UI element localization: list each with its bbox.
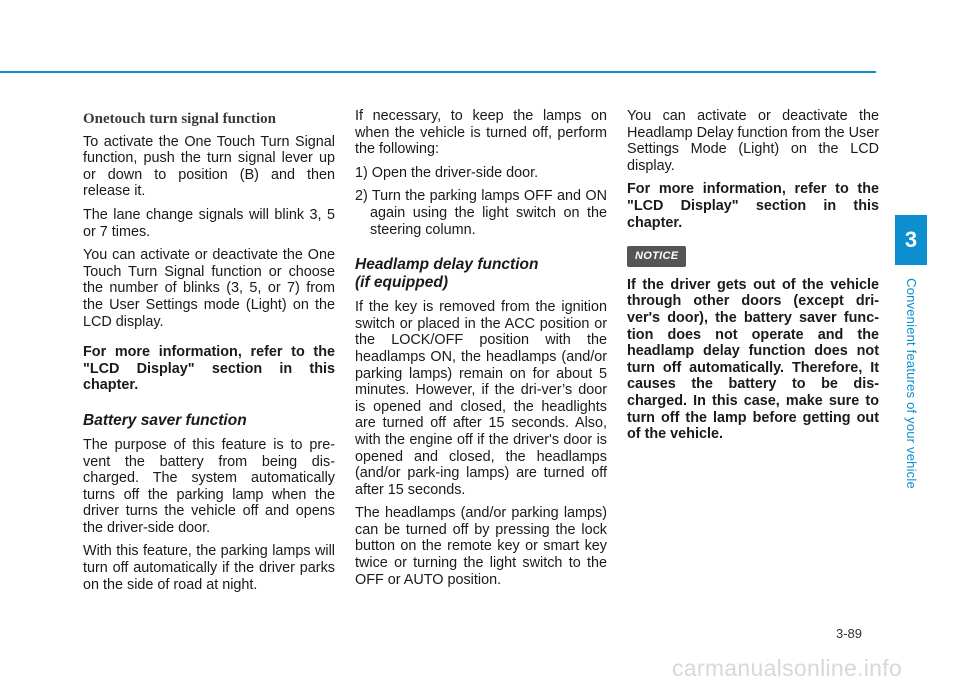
reference-note: For more information, refer to the "LCD Display" section in this chapter. [83,344,335,394]
chapter-number: 3 [904,227,918,252]
header-rule [0,71,876,73]
notice-badge: NOTICE [627,246,686,267]
heading-line: Headlamp delay function [355,256,539,274]
onetouch-heading: Onetouch turn signal function [83,111,276,127]
paragraph: To activate the One Touch Turn Signal function, push the turn signal lever up or down to position (B) and then release it. [83,133,335,200]
text-column-1 [83,108,335,600]
paragraph: The headlamps (and/or parking lamps) can be turned off by pressing the lock button on the remote key or smart key twice or turning the light switch to the OFF or AUTO position. [355,505,607,588]
notice-text: If the driver gets out of the vehicle through other doors (except dri-ver's door), the battery saver func-tion does not operate and the headlamp delay function does not turn off automatically. Therefore, It causes the battery to be dis-charged. In this case, make sure to turn off the lamp before getting out of the vehicle. [627,276,879,443]
headlamp-delay-heading [355,256,607,292]
battery-saver-heading: Battery saver function [83,411,247,429]
watermark: carmanualsonline.info [672,655,903,681]
paragraph: You can activate or deactivate the One Touch Turn Signal function or choose the number of blinks (3, 5, or 7) from the User Settings mode (Light) on the LCD display. [83,247,335,330]
chapter-title: Convenient features of your vehicle [903,277,919,489]
paragraph: If the key is removed from the ignition switch or placed in the ACC position or the LOCK/OFF position with the headlamps ON, the headlamps (and/or parking lamps) remain on for about 5 minutes. However, if the dri-ver’s door is opened and closed, the headlights are turned off after 15 seconds. Also, with the engine off if the driver's door is opened and closed, the headlamps (and/or park-ing lamps) are turned off after 15 seconds. [355,299,607,498]
paragraph: The purpose of this feature is to pre-vent the battery from being dis-charged. The system automatically turns off the parking lamp when the driver turns the vehicle off and opens the driver-side door. [83,436,335,536]
reference-note: For more information, refer to the "LCD Display" section in this chapter. [627,181,879,231]
paragraph: The lane change signals will blink 3, 5 or 7 times. [83,206,335,240]
chapter-tab [895,215,927,265]
page-number: 3-89 [836,626,863,641]
list-item: 2) Turn the parking lamps OFF and ON again using the light switch on the steering column. [355,188,607,238]
paragraph: You can activate or deactivate the Headlamp Delay function from the User Settings Mode (Light) on the LCD display. [627,108,879,174]
heading-line: (if equipped) [355,274,448,292]
chapter-side-label [895,272,927,494]
text-column-3 [627,108,879,450]
paragraph: With this feature, the parking lamps will turn off automatically if the driver parks on the side of road at night. [83,543,335,593]
paragraph: If necessary, to keep the lamps on when the vehicle is turned off, perform the following: [355,108,607,158]
list-item: 1) Open the driver-side door. [355,164,539,181]
text-column-2 [355,108,607,595]
